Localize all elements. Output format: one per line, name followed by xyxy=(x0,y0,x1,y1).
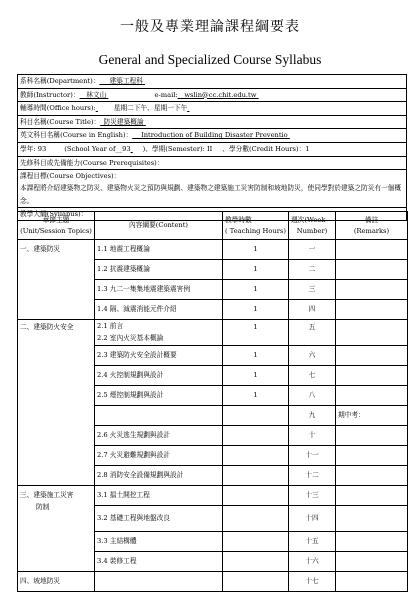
syllabus-label: 教學大綱(Syllabus)： xyxy=(20,209,88,218)
unit-line: 防制 xyxy=(36,503,50,511)
hours-cell xyxy=(223,466,289,486)
course-title-label: 科目名稱(Course Title)： xyxy=(20,117,101,126)
objectives-row xyxy=(18,170,406,208)
remarks-cell xyxy=(336,506,408,532)
credit-hours-label: 、學分數(Credit Hours)：1 xyxy=(222,144,310,153)
objectives-text: 本課程將介紹建築物之防災、建築物火災之預防與規劃、建築物之建築施工災害防制和坡地防災，使同學對於建築之防災有一個概念。 xyxy=(20,184,402,205)
remarks-cell xyxy=(336,366,408,386)
page-title-english: General and Specialized Course Syllabus xyxy=(98,52,322,67)
syllabus-table xyxy=(17,211,408,592)
hours-cell xyxy=(223,486,289,506)
remarks-cell xyxy=(336,532,408,552)
hours-cell xyxy=(223,552,289,572)
office-hours-value: 星期二下午、星期一下午 xyxy=(113,104,188,113)
email-value: __wslin@cc.chit.edu.tw xyxy=(177,90,257,99)
hours-cell xyxy=(223,406,289,426)
page-title-chinese: 一般及專業理論課程綱要表 xyxy=(120,19,300,35)
content-cell: 2.4 火控制規劃與設計 xyxy=(95,366,223,386)
content-cell xyxy=(95,406,223,426)
content-cell: 1.3 九二一集集地震建築震害例 xyxy=(95,280,223,300)
email-label: e-mail: xyxy=(154,90,178,99)
remarks-cell xyxy=(336,446,408,466)
school-year-label: (School Year of__93 xyxy=(64,144,131,153)
hours-cell: 1 xyxy=(223,260,289,280)
hours-cell: 1 xyxy=(223,366,289,386)
hours-header: 教學時數 ( Teaching Hours) xyxy=(223,212,289,240)
content-cell: 3.4 裝修工程 xyxy=(95,552,223,572)
content-cell xyxy=(95,572,223,592)
unit-cell: 一、建築防災 xyxy=(18,240,95,320)
week-cell: 十 xyxy=(289,426,336,446)
department-label: 系科名稱(Department)： xyxy=(20,77,100,85)
prerequisites-row xyxy=(18,157,406,171)
remarks-cell xyxy=(336,466,408,486)
office-hours-row xyxy=(18,102,406,116)
prerequisites-label: 先修科目或先備能力(Course Prerequisites)： xyxy=(20,158,164,167)
year-label: 學年: 93 xyxy=(20,144,47,153)
remarks-cell xyxy=(336,486,408,506)
remarks-cell: 期中考： xyxy=(336,406,408,426)
content-cell xyxy=(95,320,223,346)
hours-cell: 1 xyxy=(223,386,289,406)
instructor-row xyxy=(18,89,406,103)
table-row xyxy=(18,486,408,506)
week-header: 週次(Week Number) xyxy=(289,212,336,240)
week-cell: 九 xyxy=(289,406,336,426)
table-row xyxy=(18,320,408,346)
objectives-label: 課程目標(Course Objectives)： xyxy=(20,172,121,181)
content-header: 內容綱要(Content) xyxy=(95,212,223,240)
remarks-cell xyxy=(336,552,408,572)
content-cell: 1.1 地震工程概論 xyxy=(95,240,223,260)
hours-cell: 1 xyxy=(223,280,289,300)
unit-cell xyxy=(18,486,95,572)
content-cell: 2.6 火災逃生規劃與設計 xyxy=(95,426,223,446)
week-cell: 十四 xyxy=(289,506,336,532)
hours-cell xyxy=(223,572,289,592)
hours-cell xyxy=(223,446,289,466)
week-cell: 十六 xyxy=(289,552,336,572)
course-english-label: 英文科目名稱(Course in English)： xyxy=(20,131,133,140)
instructor-label: 教師(Instructor)： xyxy=(20,90,80,99)
content-cell: 1.2 抗震建築概論 xyxy=(95,260,223,280)
unit-cell: 二、建築防火安全 xyxy=(18,320,95,486)
semester-label: )、學期(Semester): II xyxy=(142,144,213,153)
content-cell: 1.4 隔、減震消能元件介紹 xyxy=(95,300,223,320)
remarks-cell xyxy=(336,260,408,280)
remarks-cell xyxy=(336,386,408,406)
hours-cell xyxy=(223,426,289,446)
week-cell: 六 xyxy=(289,346,336,366)
remarks-cell xyxy=(336,426,408,446)
course-title-value: _防災建築概論 xyxy=(100,117,144,126)
week-cell: 八 xyxy=(289,386,336,406)
course-english-row xyxy=(18,129,406,143)
hours-cell: 1 xyxy=(223,346,289,366)
remarks-header: 備註 (Remarks) xyxy=(336,212,408,240)
content-cell: 3.2 基礎工程與地盤改良 xyxy=(95,506,223,532)
department-row xyxy=(18,75,406,89)
content-cell: 2.3 建築防火安全設計概要 xyxy=(95,346,223,366)
week-cell: 四 xyxy=(289,300,336,320)
remarks-cell xyxy=(336,320,408,346)
instructor-value: __林文山 xyxy=(79,90,107,99)
content-cell: 3.3 主結構體 xyxy=(95,532,223,552)
content-cell: 2.8 消防安全設備規劃與設計 xyxy=(95,466,223,486)
week-cell: 五 xyxy=(289,320,336,346)
content-cell: 2.7 火災避難規劃與設計 xyxy=(95,446,223,466)
school-year-row xyxy=(18,143,406,157)
table-row xyxy=(18,572,408,592)
hours-cell: 1 xyxy=(223,300,289,320)
week-cell: 三 xyxy=(289,280,336,300)
table-row xyxy=(18,240,408,260)
remarks-cell xyxy=(336,572,408,592)
hours-cell: 1 xyxy=(223,240,289,260)
hours-cell xyxy=(223,532,289,552)
week-cell: 十一 xyxy=(289,446,336,466)
week-cell: 十三 xyxy=(289,486,336,506)
course-info-block xyxy=(17,74,407,221)
content-line: 2.1 前言 xyxy=(97,322,124,330)
week-cell: 十二 xyxy=(289,466,336,486)
remarks-cell xyxy=(336,280,408,300)
week-cell: 二 xyxy=(289,260,336,280)
week-cell: 十五 xyxy=(289,532,336,552)
hours-cell xyxy=(223,506,289,532)
remarks-cell xyxy=(336,300,408,320)
course-title-row xyxy=(18,116,406,130)
unit-cell: 四、坡地防災 xyxy=(18,572,95,592)
unit-header: 章節主題 (Unit/Session Topics) xyxy=(18,212,95,240)
content-cell: 2.5 煙控制規劃與設計 xyxy=(95,386,223,406)
office-hours-label: 輔導時間(Office hours): xyxy=(20,104,96,113)
content-line: 2.2 室內火災基本概論 xyxy=(97,334,164,342)
week-cell: 七 xyxy=(289,366,336,386)
table-header-row xyxy=(18,212,408,240)
week-cell: 十七 xyxy=(289,572,336,592)
remarks-cell xyxy=(336,346,408,366)
remarks-cell xyxy=(336,240,408,260)
unit-line: 三、建築施工災害 xyxy=(20,491,74,499)
course-english-value: __ Introduction of Building Disaster Preventio xyxy=(132,131,288,140)
hours-cell: 1 xyxy=(223,320,289,346)
week-cell: 一 xyxy=(289,240,336,260)
department-value: ___建築工程科 xyxy=(99,77,143,85)
content-cell: 3.1 擋土開挖工程 xyxy=(95,486,223,506)
